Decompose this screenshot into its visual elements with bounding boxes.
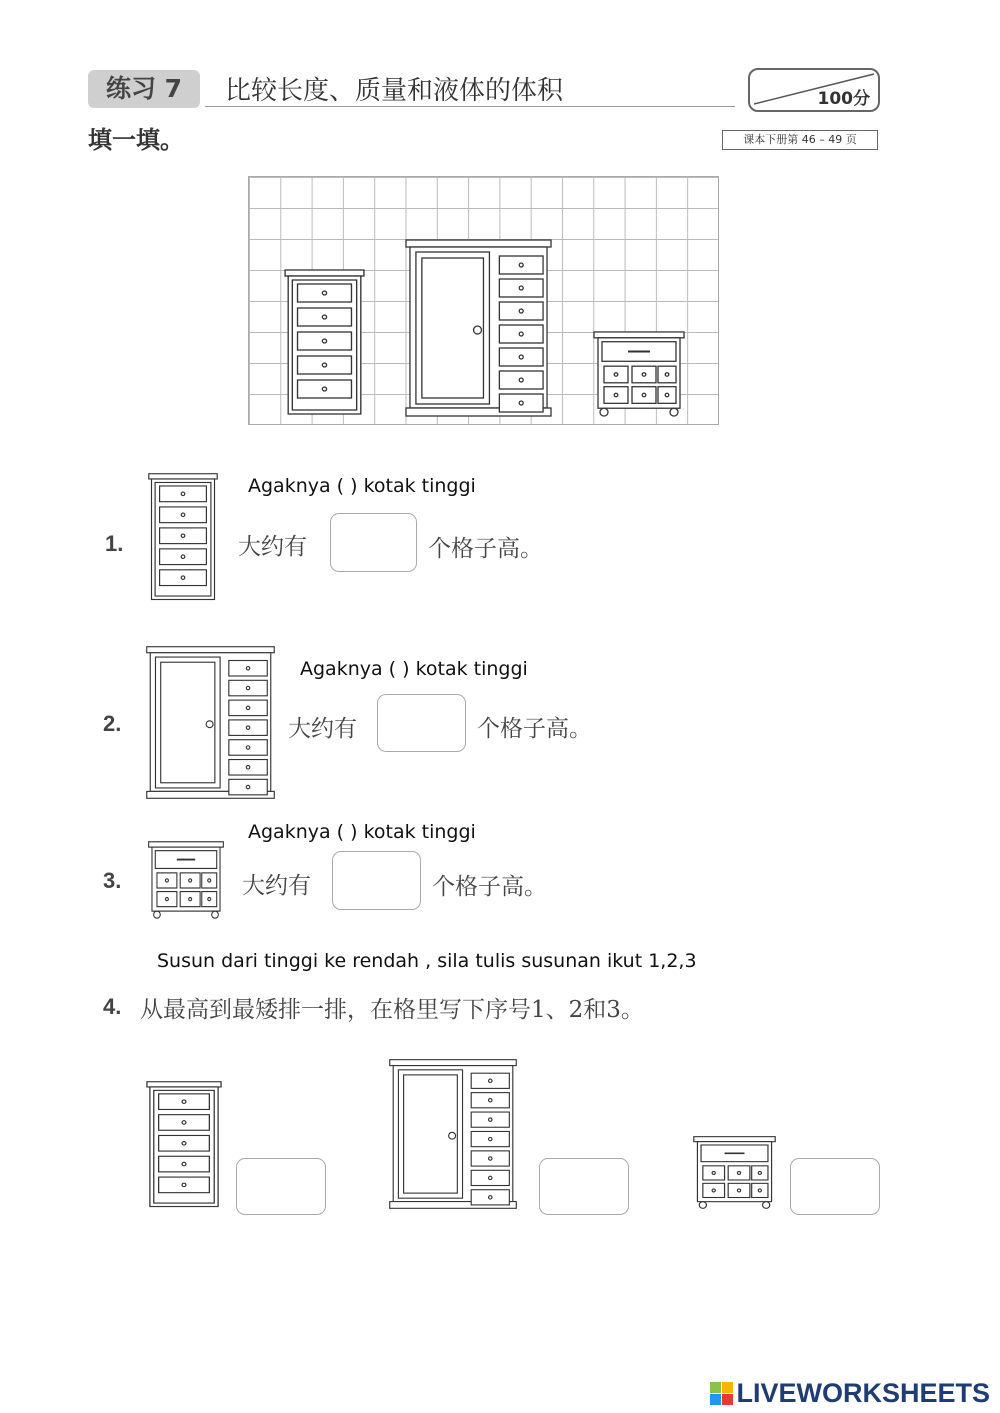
question-number: 2.	[103, 711, 122, 736]
dresser-icon	[283, 268, 366, 418]
prefix-text: 大约有	[288, 716, 357, 742]
suffix-text: 个格子高。	[428, 536, 543, 562]
cabinet-icon	[692, 1135, 777, 1210]
answer-box-1[interactable]	[330, 513, 417, 572]
malay-instruction: Susun dari tinggi ke rendah , sila tulis susunan ikut 1,2,3	[157, 950, 697, 972]
wardrobe-icon	[388, 1058, 518, 1210]
order-box-cabinet[interactable]	[790, 1158, 880, 1215]
wardrobe-icon	[404, 238, 553, 418]
instruction: 填一填。	[88, 126, 184, 154]
q4-text: 从最高到最矮排一排，在格里写下序号1、2和3。	[140, 997, 644, 1023]
logo-icon	[710, 1382, 733, 1405]
cabinet-icon	[147, 840, 225, 920]
question-number: 4.	[103, 994, 122, 1019]
order-box-dresser[interactable]	[236, 1158, 326, 1215]
question-number: 1.	[105, 531, 124, 556]
suffix-text: 个格子高。	[477, 716, 592, 742]
wardrobe-icon	[145, 645, 276, 800]
score-box	[748, 68, 880, 112]
malay-prompt: Agaknya ( ) kotak tinggi	[248, 821, 476, 843]
logo-text: LIVEWORKSHEETS	[736, 1378, 990, 1408]
question-number: 3.	[103, 868, 122, 893]
dresser-icon	[145, 1080, 223, 1210]
prefix-text: 大约有	[238, 534, 307, 560]
dresser-icon	[147, 472, 219, 603]
title-underline	[205, 106, 735, 107]
exercise-title: 比较长度、质量和液体的体积	[225, 76, 564, 106]
cabinet-icon	[592, 330, 686, 418]
prefix-text: 大约有	[242, 873, 311, 899]
exercise-tag: 练习 7	[88, 70, 200, 108]
malay-prompt: Agaknya ( ) kotak tinggi	[300, 658, 528, 680]
order-box-wardrobe[interactable]	[539, 1158, 629, 1215]
answer-box-2[interactable]	[377, 694, 466, 752]
liveworksheets-logo	[710, 1378, 990, 1409]
page-reference: 课本下册第 46 – 49 页	[722, 130, 878, 150]
answer-box-3[interactable]	[332, 851, 421, 910]
malay-prompt: Agaknya ( ) kotak tinggi	[248, 475, 476, 497]
suffix-text: 个格子高。	[432, 874, 547, 900]
score-total: 100分	[817, 89, 870, 109]
